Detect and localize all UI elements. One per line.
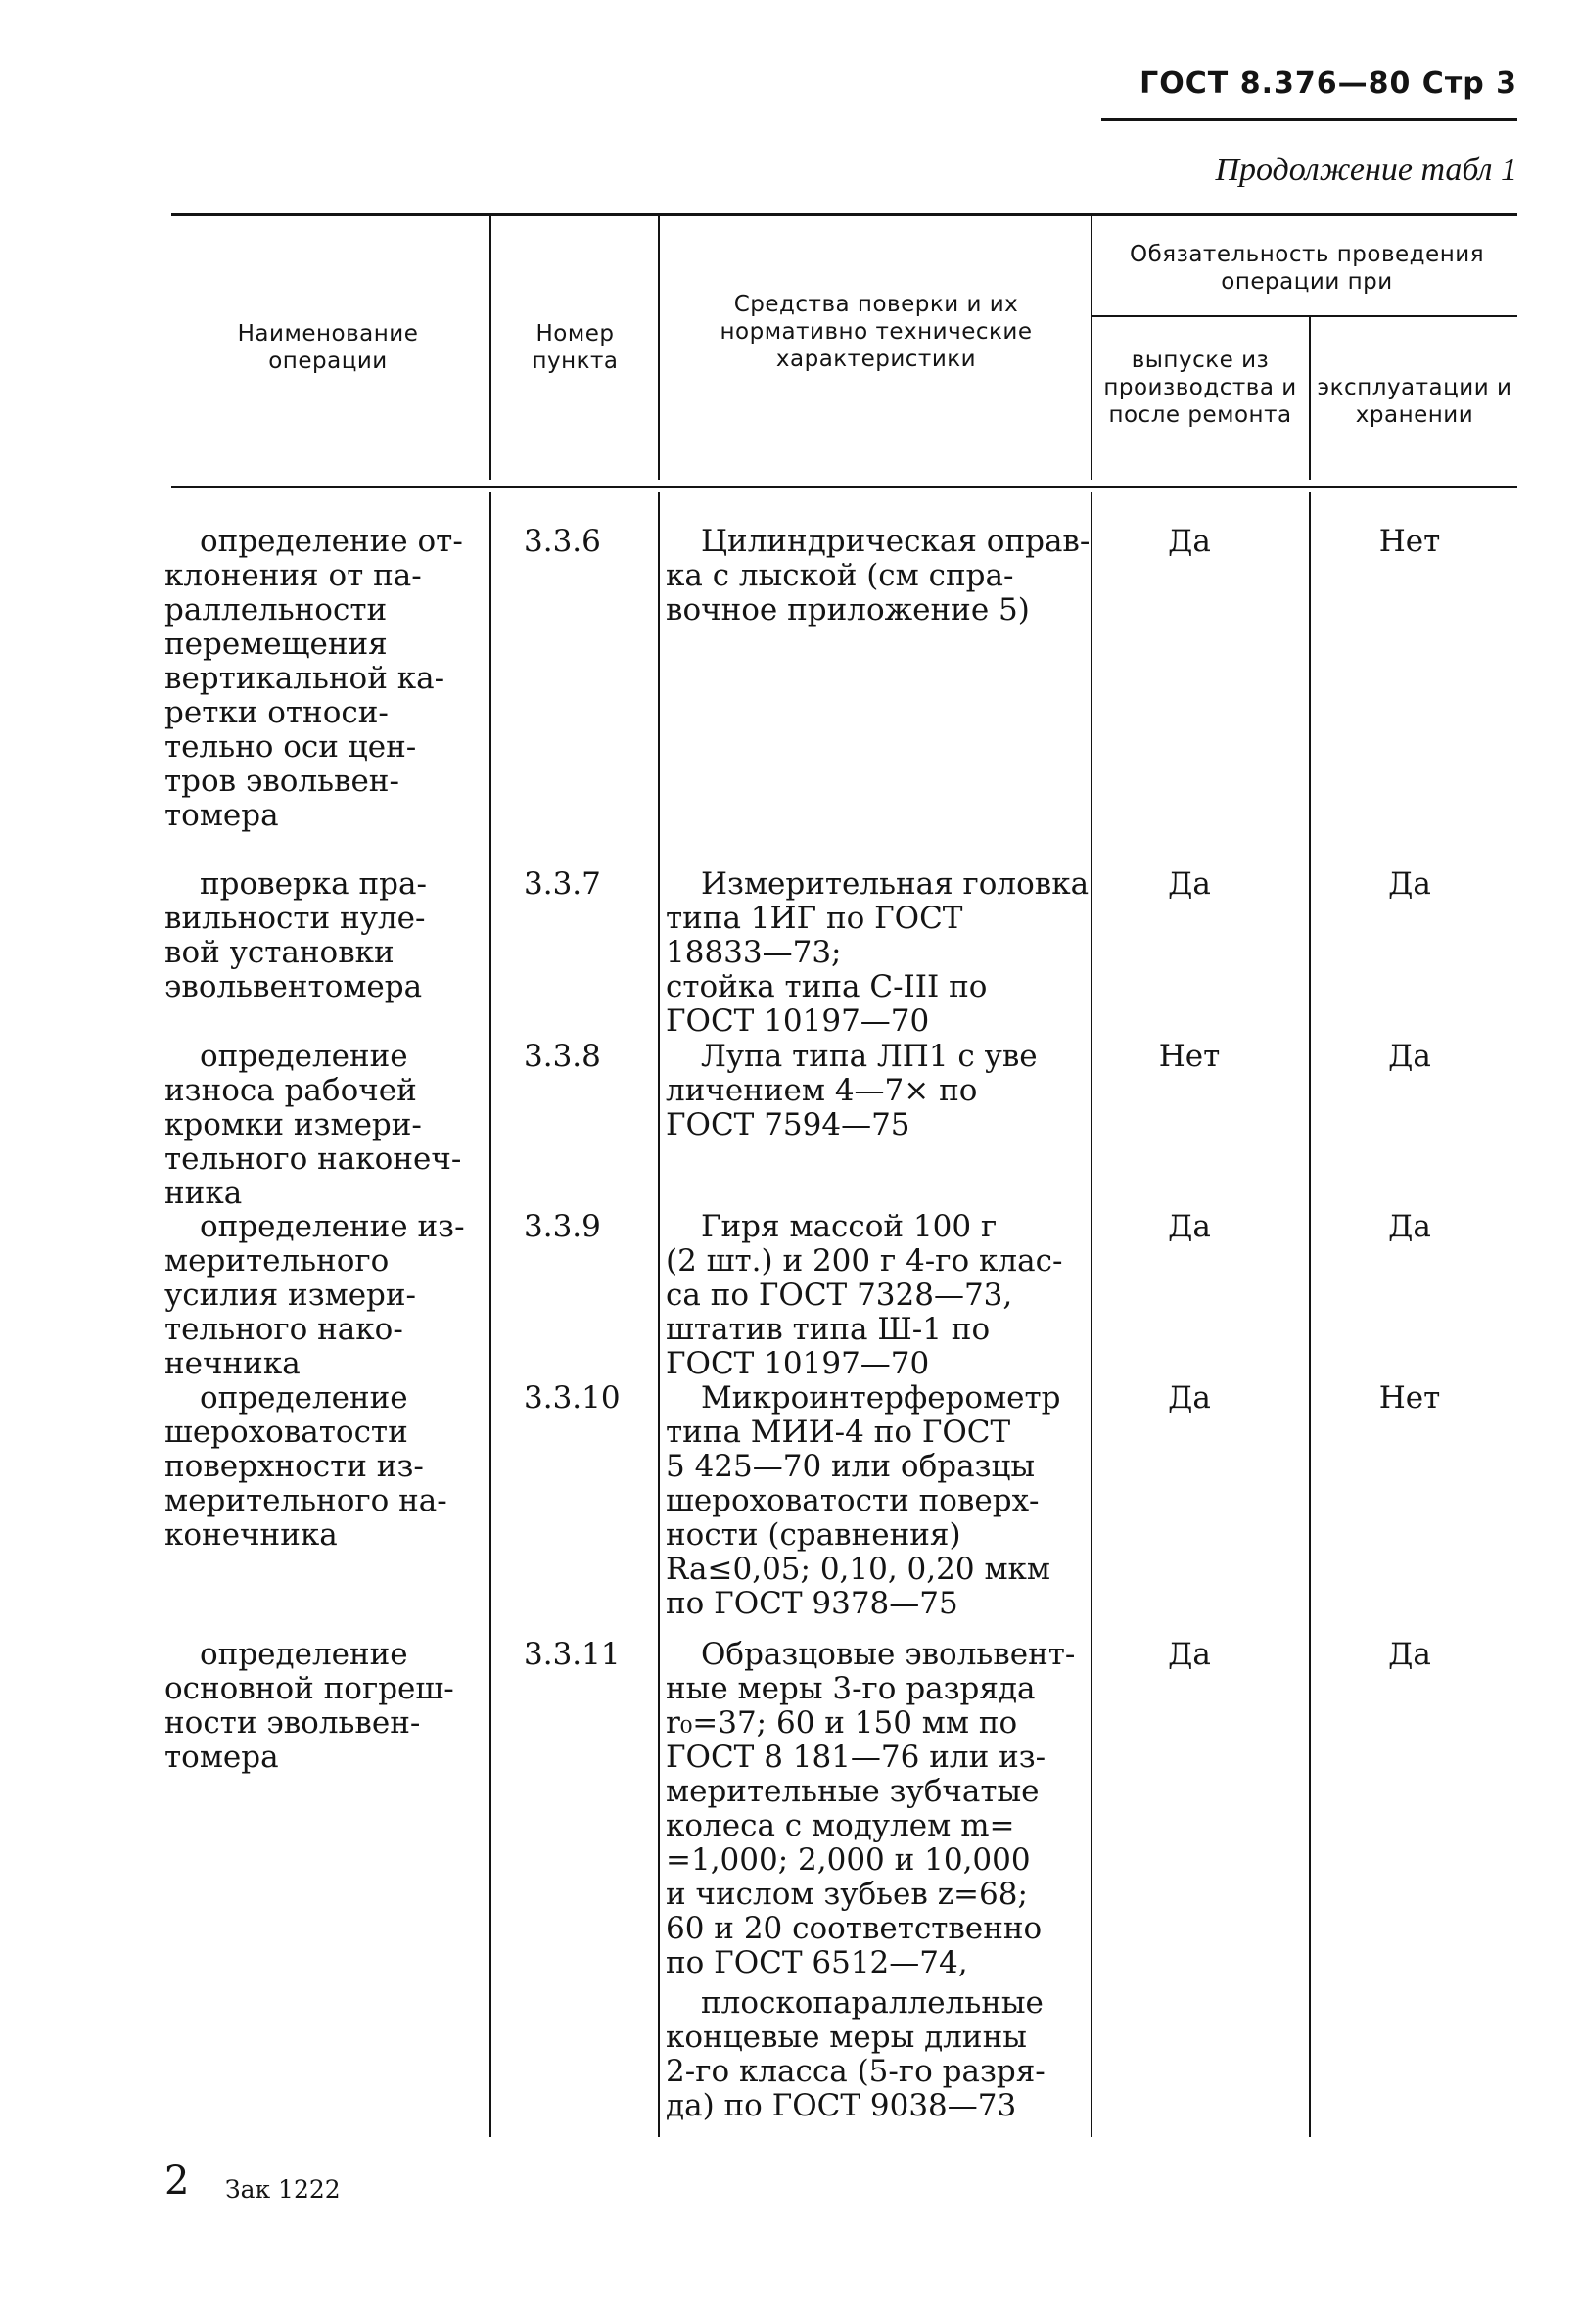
text-line: мерительного на- xyxy=(164,1483,447,1518)
row-2-release: Да xyxy=(1168,866,1211,902)
text-line: ГОСТ 10197—70 xyxy=(666,1346,930,1381)
column-divider-1-body xyxy=(489,492,491,2137)
text-line: клонения от па- xyxy=(164,558,422,593)
row-1-release: Да xyxy=(1168,524,1211,559)
row-2-clause: 3.3.7 xyxy=(524,866,601,902)
text-line: определение из- xyxy=(200,1209,465,1244)
text-line: определение от- xyxy=(200,524,463,559)
text-line: шероховатости поверх- xyxy=(666,1483,1040,1518)
text-line: штатив типа Ш-1 по xyxy=(666,1312,991,1347)
text-line: проверка пра- xyxy=(200,866,427,902)
text-line: ные меры 3-го разряда xyxy=(666,1671,1036,1706)
text-line: ка с лыской (см спра- xyxy=(666,558,1014,593)
table-top-rule xyxy=(171,213,1517,216)
header-name: Наименование операции xyxy=(237,321,419,374)
header-clause: Номер пункта xyxy=(532,321,619,374)
text-line: ника xyxy=(164,1176,243,1211)
text-line: вертикальной ка- xyxy=(164,661,445,696)
row-6-release: Да xyxy=(1168,1637,1211,1672)
text-line: томера xyxy=(164,1740,279,1775)
row-4-name xyxy=(164,1209,465,1381)
row-6-operation: Да xyxy=(1388,1637,1431,1672)
column-divider-4-body xyxy=(1309,492,1311,2137)
text-line: Образцовые эвольвент- xyxy=(701,1637,1076,1672)
text-line: типа 1ИГ по ГОСТ xyxy=(666,901,963,936)
text-line: Гиря массой 100 г xyxy=(701,1209,998,1244)
text-line: 60 и 20 соответственно xyxy=(666,1911,1043,1946)
text-line: по ГОСТ 9378—75 xyxy=(666,1586,958,1621)
row-4-clause: 3.3.9 xyxy=(524,1209,601,1244)
row-5-name xyxy=(164,1381,458,1553)
column-divider-1 xyxy=(489,215,491,480)
page-number: 2 xyxy=(164,2159,190,2204)
text-line: поверхности из- xyxy=(164,1449,424,1484)
text-line: шероховатости xyxy=(164,1415,408,1450)
text-line: Ra≤0,05; 0,10, 0,20 мкм xyxy=(666,1552,1051,1587)
text-line: определение xyxy=(200,1039,408,1074)
row-4-release: Да xyxy=(1168,1209,1211,1244)
text-line: определение xyxy=(200,1380,408,1416)
row-1-operation: Нет xyxy=(1378,524,1441,559)
text-line: ности (сравнения) xyxy=(666,1517,961,1553)
row-1-clause: 3.3.6 xyxy=(524,524,601,559)
order-number: Зак 1222 xyxy=(225,2175,341,2204)
text-line: личением 4—7× по xyxy=(666,1073,978,1108)
header-rule xyxy=(1101,118,1517,121)
row-5-means xyxy=(666,1381,1092,1621)
header-release: выпуске из производства и после ремонта xyxy=(1103,348,1297,428)
text-line: плоскопараллельные xyxy=(701,1985,1044,2021)
text-line: усилия измери- xyxy=(164,1278,417,1313)
text-line: тельного наконеч- xyxy=(164,1141,462,1177)
row-5-operation: Нет xyxy=(1378,1380,1441,1416)
text-line: ГОСТ 8 181—76 или из- xyxy=(666,1740,1046,1775)
text-line: тельно оси цен- xyxy=(164,729,417,765)
text-line: тров эвольвен- xyxy=(164,764,399,799)
table-caption: Продолжение табл 1 xyxy=(1215,152,1517,188)
header-bottom-rule xyxy=(171,486,1517,488)
text-line: нечника xyxy=(164,1346,301,1381)
row-1-name xyxy=(164,524,463,833)
text-line: мерительные зубчатые xyxy=(666,1774,1040,1809)
text-line: стойка типа С-III по xyxy=(666,969,988,1004)
text-line: да) по ГОСТ 9038—73 xyxy=(666,2088,1017,2123)
text-line: томера xyxy=(164,798,279,833)
column-divider-2-body xyxy=(658,492,660,2137)
header-operation: эксплуатации и хранении xyxy=(1317,375,1512,428)
column-divider-2 xyxy=(658,215,660,480)
row-6-clause: 3.3.11 xyxy=(524,1637,621,1672)
text-line: Микроинтерферометр xyxy=(701,1380,1061,1416)
text-line: по ГОСТ 6512—74, xyxy=(666,1945,968,1980)
row-3-name xyxy=(164,1039,462,1211)
text-line: перемещения xyxy=(164,627,388,662)
running-header: ГОСТ 8.376—80 Стр 3 xyxy=(1139,67,1517,101)
text-line: колеса с модулем m= xyxy=(666,1808,1015,1843)
text-line: тельного нако- xyxy=(164,1312,403,1347)
text-line: r₀=37; 60 и 150 мм по xyxy=(666,1705,1018,1741)
text-line: Измерительная головка xyxy=(701,866,1090,902)
row-3-clause: 3.3.8 xyxy=(524,1039,601,1074)
text-line: концевые меры длины xyxy=(666,2020,1027,2055)
row-4-means xyxy=(666,1210,1092,1381)
text-line: (2 шт.) и 200 г 4-го клас- xyxy=(666,1243,1063,1278)
text-line: конечника xyxy=(164,1517,338,1553)
text-line: основной погреш- xyxy=(164,1671,454,1706)
text-line: мерительного xyxy=(164,1243,390,1278)
text-line: 2-го класса (5-го разря- xyxy=(666,2054,1046,2089)
text-line: ГОСТ 7594—75 xyxy=(666,1107,910,1142)
text-line: и числом зубьев z=68; xyxy=(666,1877,1028,1912)
text-line: определение xyxy=(200,1637,408,1672)
row-1-means xyxy=(666,525,1092,627)
text-line: вочное приложение 5) xyxy=(666,592,1030,627)
row-3-release: Нет xyxy=(1158,1039,1221,1074)
header-mandatory: Обязательность проведения операции при xyxy=(1129,242,1485,295)
row-3-operation: Да xyxy=(1388,1039,1431,1074)
row-5-clause: 3.3.10 xyxy=(524,1380,621,1416)
text-line: кромки измери- xyxy=(164,1107,422,1142)
subheader-rule xyxy=(1092,315,1517,317)
text-line: раллельности xyxy=(164,592,388,627)
text-line: 18833—73; xyxy=(666,935,842,970)
row-5-release: Да xyxy=(1168,1380,1211,1416)
row-3-means xyxy=(666,1040,1092,1142)
text-line: вой установки xyxy=(164,935,395,970)
column-divider-4 xyxy=(1309,317,1311,480)
text-line: износа рабочей xyxy=(164,1073,417,1108)
text-line: ретки относи- xyxy=(164,695,389,730)
text-line: =1,000; 2,000 и 10,000 xyxy=(666,1842,1031,1878)
text-line: 5 425—70 или образцы xyxy=(666,1449,1036,1484)
text-line: ГОСТ 10197—70 xyxy=(666,1003,930,1039)
text-line: Цилиндрическая оправ- xyxy=(701,524,1091,559)
text-line: са по ГОСТ 7328—73, xyxy=(666,1278,1013,1313)
text-line: типа МИИ-4 по ГОСТ xyxy=(666,1415,1011,1450)
row-2-operation: Да xyxy=(1388,866,1431,902)
header-means: Средства поверки и их нормативно технические характеристики xyxy=(720,292,1033,372)
text-line: Лупа типа ЛП1 с уве xyxy=(701,1039,1038,1074)
row-2-means xyxy=(666,867,1092,1039)
row-4-operation: Да xyxy=(1388,1209,1431,1244)
row-6-means xyxy=(666,1638,1092,2123)
text-line: эвольвентомера xyxy=(164,969,423,1004)
text-line: ности эвольвен- xyxy=(164,1705,421,1741)
row-2-name xyxy=(164,867,458,1004)
text-line: вильности нуле- xyxy=(164,901,426,936)
row-6-name xyxy=(164,1638,458,1775)
